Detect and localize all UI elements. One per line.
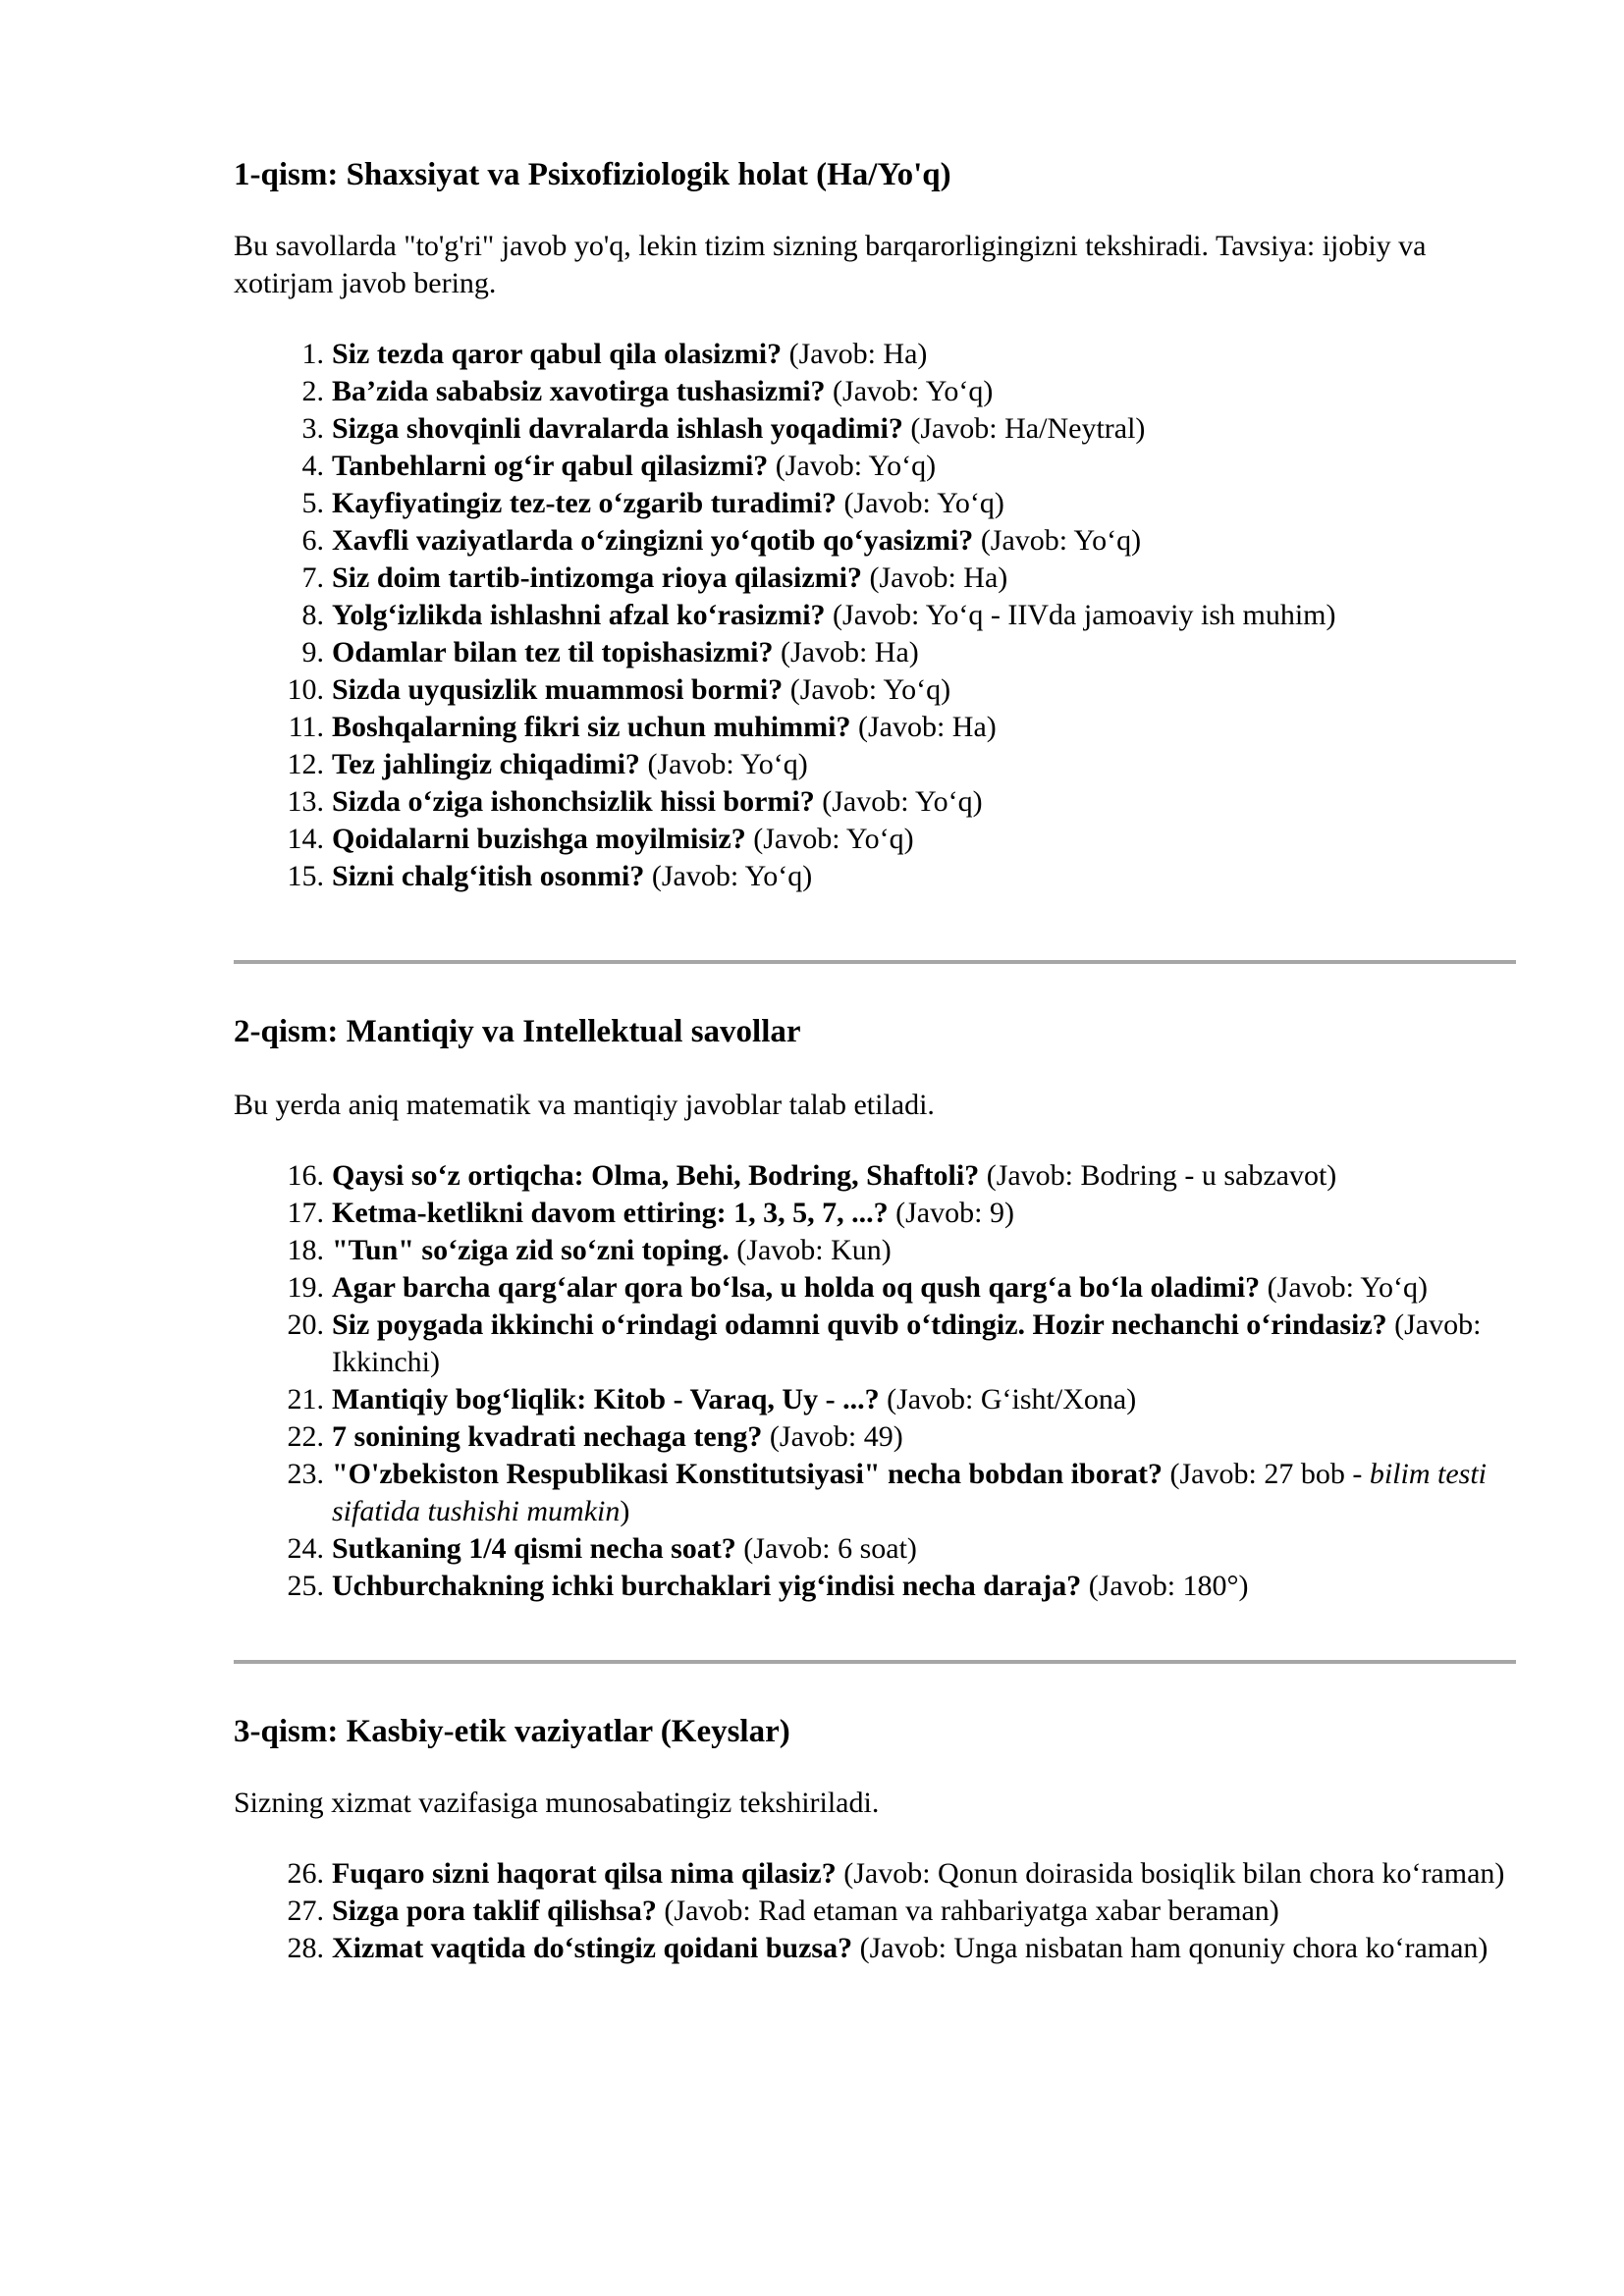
question-number: 10. xyxy=(287,673,324,707)
section-2-title: 2-qism: Mantiqiy va Intellektual savollar xyxy=(234,1014,801,1050)
question-text: Boshqalarning fikri siz uchun muhimmi? xyxy=(332,711,851,744)
answer-text: (Javob: Bodring - u sabzavot) xyxy=(979,1158,1337,1192)
question-text: Xizmat vaqtida do‘stingiz qoidani buzsa? xyxy=(332,1931,853,1964)
question-text: Yolg‘izlikda ishlashni afzal ko‘rasizmi? xyxy=(332,599,826,632)
question-number: 1. xyxy=(301,338,324,371)
answer-text: (Javob: Yo‘q) xyxy=(639,748,808,781)
answer-text: (Javob: Yo‘q) xyxy=(973,524,1142,558)
question-item xyxy=(234,671,1520,709)
question-number: 7. xyxy=(301,561,324,595)
answer-text: (Javob: Unga nisbatan ham qonuniy chora ko‘raman) xyxy=(852,1931,1489,1964)
answer-text: (Javob: Yo‘q) xyxy=(745,823,914,856)
question-item xyxy=(234,1381,1520,1418)
section-1-title: 1-qism: Shaxsiyat va Psixofiziologik holat (Ha/Yo'q) xyxy=(234,157,951,192)
question-text: "Tun" so‘ziga zid so‘zni toping. xyxy=(332,1233,730,1266)
answer-text: (Javob: 49) xyxy=(762,1419,903,1453)
question-number: 13. xyxy=(287,785,324,819)
question-text: Qoidalarni buzishga moyilmisiz? xyxy=(332,823,746,856)
question-item xyxy=(234,1418,1520,1456)
question-text: Tanbehlarni og‘ir qabul qilasizmi? xyxy=(332,450,769,483)
question-item xyxy=(234,560,1520,597)
question-text: Sizga pora taklif qilishsa? xyxy=(332,1894,657,1927)
question-text: Agar barcha qarg‘alar qora bo‘lsa, u holda oq qush qarg‘a bo‘la oladimi? xyxy=(332,1270,1261,1304)
answer-tail: ) xyxy=(620,1494,630,1527)
question-number: 18. xyxy=(287,1233,324,1266)
answer-text: (Javob: Ha) xyxy=(773,636,919,669)
question-text: Siz tezda qaror qabul qila olasizmi? xyxy=(332,338,783,371)
question-number: 4. xyxy=(301,450,324,483)
question-item xyxy=(234,1893,1520,1930)
answer-text: (Javob: Yo‘q) xyxy=(644,860,813,893)
answer-text: (Javob: G‘isht/Xona) xyxy=(879,1382,1137,1415)
question-text: Kayfiyatingiz tez-tez o‘zgarib turadimi? xyxy=(332,487,838,520)
question-item xyxy=(234,597,1520,634)
answer-note: bilim testi sifatida tushishi mumkin xyxy=(332,1457,1487,1527)
question-number: 20. xyxy=(287,1308,324,1341)
answer-text: (Javob: 27 bob - xyxy=(1163,1457,1370,1490)
question-item xyxy=(234,336,1520,373)
question-text: Qaysi so‘z ortiqcha: Olma, Behi, Bodring, Shaftoli? xyxy=(332,1158,980,1192)
section-divider xyxy=(234,1660,1516,1664)
answer-text: (Javob: Yo‘q) xyxy=(825,375,994,408)
answer-text: (Javob: Yo‘q) xyxy=(783,673,951,707)
question-text: Sutkaning 1/4 qismi necha soat? xyxy=(332,1531,736,1565)
question-item xyxy=(234,746,1520,783)
question-text: Sizni chalg‘itish osonmi? xyxy=(332,860,645,893)
question-text: Siz doim tartib-intizomga rioya qilasizmi? xyxy=(332,561,862,595)
answer-text: (Javob: Ha) xyxy=(850,711,997,744)
answer-text: (Javob: Yo‘q) xyxy=(837,487,1004,520)
section-3-question-list xyxy=(234,1855,1520,1967)
question-number: 9. xyxy=(301,636,324,669)
question-number: 5. xyxy=(301,487,324,520)
section-3-title: 3-qism: Kasbiy-etik vaziyatlar (Keyslar) xyxy=(234,1713,790,1749)
question-text: "O'zbekiston Respublikasi Konstitutsiyasi" necha bobdan iborat? xyxy=(332,1457,1164,1490)
question-number: 27. xyxy=(287,1894,324,1927)
question-number: 8. xyxy=(301,599,324,632)
question-number: 17. xyxy=(287,1196,324,1229)
question-number: 3. xyxy=(301,412,324,446)
question-item xyxy=(234,858,1520,895)
question-number: 12. xyxy=(287,748,324,781)
question-item xyxy=(234,448,1520,485)
question-item xyxy=(234,1568,1520,1605)
answer-text: (Javob: Yo‘q) xyxy=(768,450,937,483)
section-2-question-list xyxy=(234,1157,1520,1605)
question-number: 14. xyxy=(287,823,324,856)
question-text: Sizda uyqusizlik muammosi bormi? xyxy=(332,673,784,707)
question-item xyxy=(234,522,1520,560)
question-text: Fuqaro sizni haqorat qilsa nima qilasiz? xyxy=(332,1856,837,1890)
question-item xyxy=(234,634,1520,671)
answer-text: (Javob: Qonun doirasida bosiqlik bilan chora ko‘raman) xyxy=(836,1856,1505,1890)
question-number: 16. xyxy=(287,1158,324,1192)
question-text: Odamlar bilan tez til topishasizmi? xyxy=(332,636,774,669)
question-number: 21. xyxy=(287,1382,324,1415)
question-number: 2. xyxy=(301,375,324,408)
answer-text: (Javob: 180°) xyxy=(1081,1569,1249,1602)
question-number: 22. xyxy=(287,1419,324,1453)
question-item xyxy=(234,821,1520,858)
question-text: Sizda o‘ziga ishonchsizlik hissi bormi? xyxy=(332,785,815,819)
question-text: 7 sonining kvadrati nechaga teng? xyxy=(332,1419,763,1453)
answer-text: (Javob: Yo‘q) xyxy=(814,785,983,819)
section-3-intro: Sizning xizmat vazifasiga munosabatingiz tekshiriladi. xyxy=(234,1786,880,1819)
question-item xyxy=(234,1307,1520,1381)
answer-text: (Javob: Ha) xyxy=(861,561,1008,595)
question-number: 23. xyxy=(287,1457,324,1490)
question-item xyxy=(234,1269,1520,1307)
question-text: Mantiqiy bog‘liqlik: Kitob - Varaq, Uy - ...? xyxy=(332,1382,880,1415)
question-item xyxy=(234,1930,1520,1967)
question-text: Tez jahlingiz chiqadimi? xyxy=(332,748,640,781)
question-number: 25. xyxy=(287,1569,324,1602)
question-number: 6. xyxy=(301,524,324,558)
answer-text: (Javob: Kun) xyxy=(729,1233,892,1266)
question-item xyxy=(234,783,1520,821)
section-2-intro: Bu yerda aniq matematik va mantiqiy javoblar talab etiladi. xyxy=(234,1088,935,1121)
question-item xyxy=(234,1530,1520,1568)
question-text: Sizga shovqinli davralarda ishlash yoqadimi? xyxy=(332,412,903,446)
question-item xyxy=(234,485,1520,522)
answer-text: (Javob: Yo‘q) xyxy=(1260,1270,1429,1304)
question-item xyxy=(234,1157,1520,1195)
question-number: 24. xyxy=(287,1531,324,1565)
section-1-intro: Bu savollarda "to'g'ri" javob yo'q, lekin tizim sizning barqarorligingizni tekshiradi. Tavsiya: ijobiy va xotirjam javob bering. xyxy=(234,230,1427,300)
question-text: Ketma-ketlikni davom ettiring: 1, 3, 5, 7, ...? xyxy=(332,1196,889,1229)
question-item xyxy=(234,709,1520,746)
question-text: Siz poygada ikkinchi o‘rindagi odamni quvib o‘tdingiz. Hozir nechanchi o‘rindasiz? xyxy=(332,1308,1387,1341)
question-number: 26. xyxy=(287,1856,324,1890)
question-item xyxy=(234,1232,1520,1269)
answer-text: (Javob: 6 soat) xyxy=(735,1531,917,1565)
question-text: Ba’zida sababsiz xavotirga tushasizmi? xyxy=(332,375,826,408)
document-content xyxy=(234,149,1520,1967)
question-item xyxy=(234,1195,1520,1232)
answer-text: (Javob: Ha) xyxy=(782,338,928,371)
answer-text: (Javob: Yo‘q - IIVda jamoaviy ish muhim) xyxy=(825,599,1336,632)
answer-text: (Javob: Ha/Neytral) xyxy=(902,412,1146,446)
answer-text: (Javob: Rad etaman va rahbariyatga xabar beraman) xyxy=(656,1894,1279,1927)
question-number: 11. xyxy=(288,711,324,744)
answer-text: (Javob: Ikkinchi) xyxy=(332,1308,1482,1378)
question-number: 28. xyxy=(287,1931,324,1964)
question-number: 19. xyxy=(287,1270,324,1304)
question-text: Xavfli vaziyatlarda o‘zingizni yo‘qotib qo‘yasizmi? xyxy=(332,524,974,558)
question-text: Uchburchakning ichki burchaklari yig‘indisi necha daraja? xyxy=(332,1569,1082,1602)
section-divider xyxy=(234,960,1516,964)
question-item xyxy=(234,1456,1520,1530)
question-item xyxy=(234,410,1520,448)
question-number: 15. xyxy=(287,860,324,893)
answer-text: (Javob: 9) xyxy=(888,1196,1014,1229)
section-1-question-list xyxy=(234,336,1520,895)
question-item xyxy=(234,373,1520,410)
question-item xyxy=(234,1855,1520,1893)
